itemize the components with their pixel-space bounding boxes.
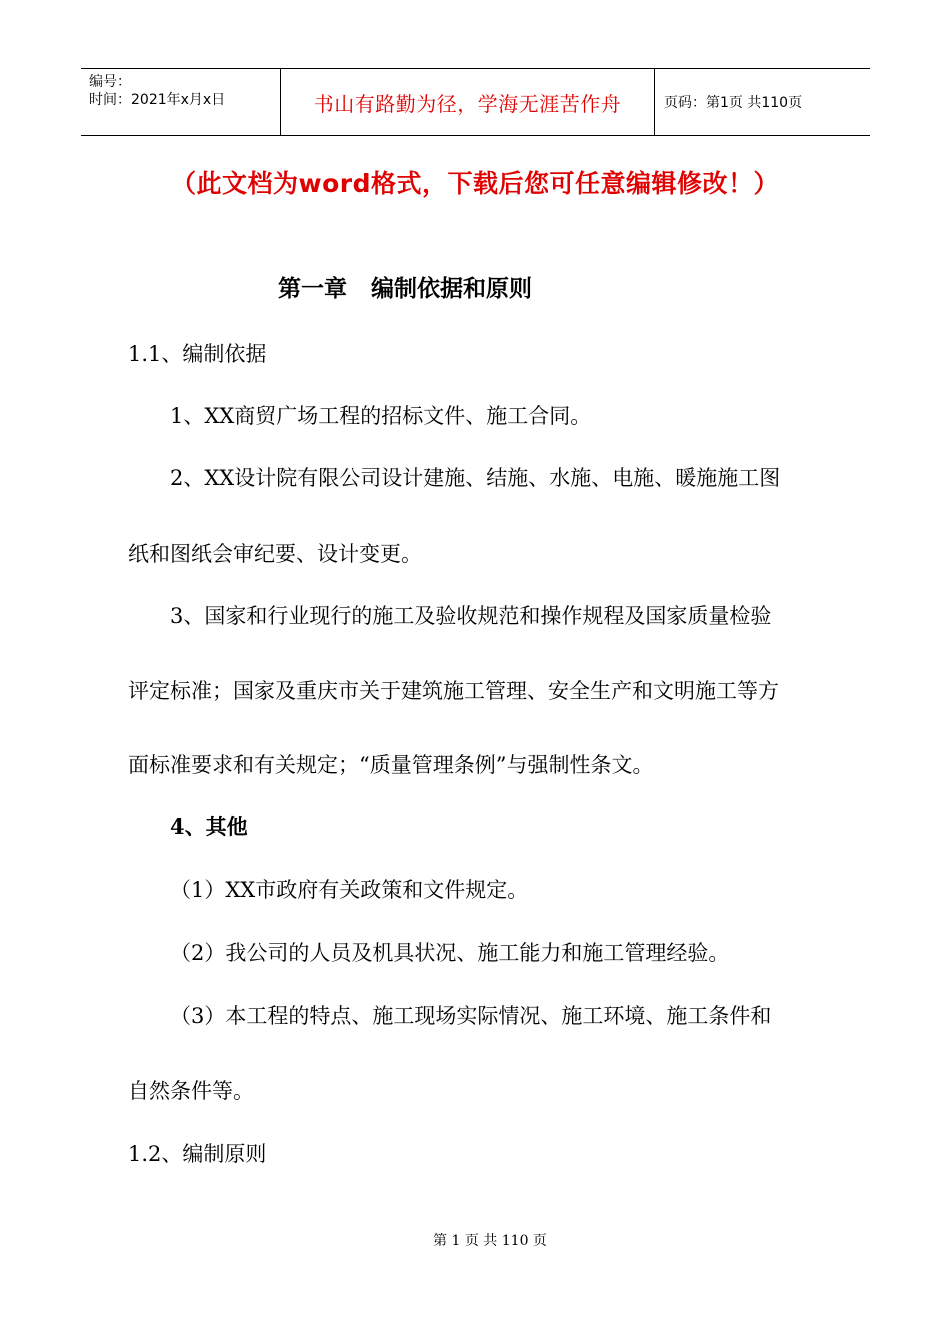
header-table xyxy=(81,68,870,136)
list-item-1: 1、XX商贸广场工程的招标文件、施工合同。 xyxy=(170,404,592,428)
header-motto: 书山有路勤为径，学海无涯苦作舟 xyxy=(313,91,622,116)
chapter-title: 第一章 编制依据和原则 xyxy=(278,275,533,302)
header-meta-cell xyxy=(81,69,281,135)
editable-notice: （此文档为word格式，下载后您可任意编辑修改！） xyxy=(171,169,779,198)
list-item-3-line-3: 面标准要求和有关规定；“质量管理条例”与强制性条文。 xyxy=(128,753,654,777)
section-heading-1-1: 1.1、编制依据 xyxy=(128,342,267,366)
header-page-info: 页码：第1页 共110页 xyxy=(664,95,803,111)
page-footer: 第 1 页 共 110 页 xyxy=(433,1233,547,1249)
list-item-4: 4、其他 xyxy=(170,814,248,839)
list-item-3-line-2: 评定标准；国家及重庆市关于建筑施工管理、安全生产和文明施工等方 xyxy=(128,679,779,703)
document-number-label: 编号： xyxy=(89,74,131,90)
list-item-2-line-1: 2、XX设计院有限公司设计建施、结施、水施、电施、暖施施工图 xyxy=(170,466,781,490)
header-page-cell xyxy=(655,69,870,135)
sub-item-3-line-2: 自然条件等。 xyxy=(128,1079,254,1103)
sub-item-2: （2）我公司的人员及机具状况、施工能力和施工管理经验。 xyxy=(170,941,730,965)
sub-item-3-line-1: （3）本工程的特点、施工现场实际情况、施工环境、施工条件和 xyxy=(170,1004,772,1028)
list-item-2-line-2: 纸和图纸会审纪要、设计变更。 xyxy=(128,542,422,566)
document-time-label: 时间：2021年x月x日 xyxy=(89,92,226,108)
sub-item-1: （1）XX市政府有关政策和文件规定。 xyxy=(170,878,529,902)
section-heading-1-2: 1.2、编制原则 xyxy=(128,1142,267,1166)
list-item-3-line-1: 3、国家和行业现行的施工及验收规范和操作规程及国家质量检验 xyxy=(170,604,772,628)
header-motto-cell xyxy=(281,69,655,135)
